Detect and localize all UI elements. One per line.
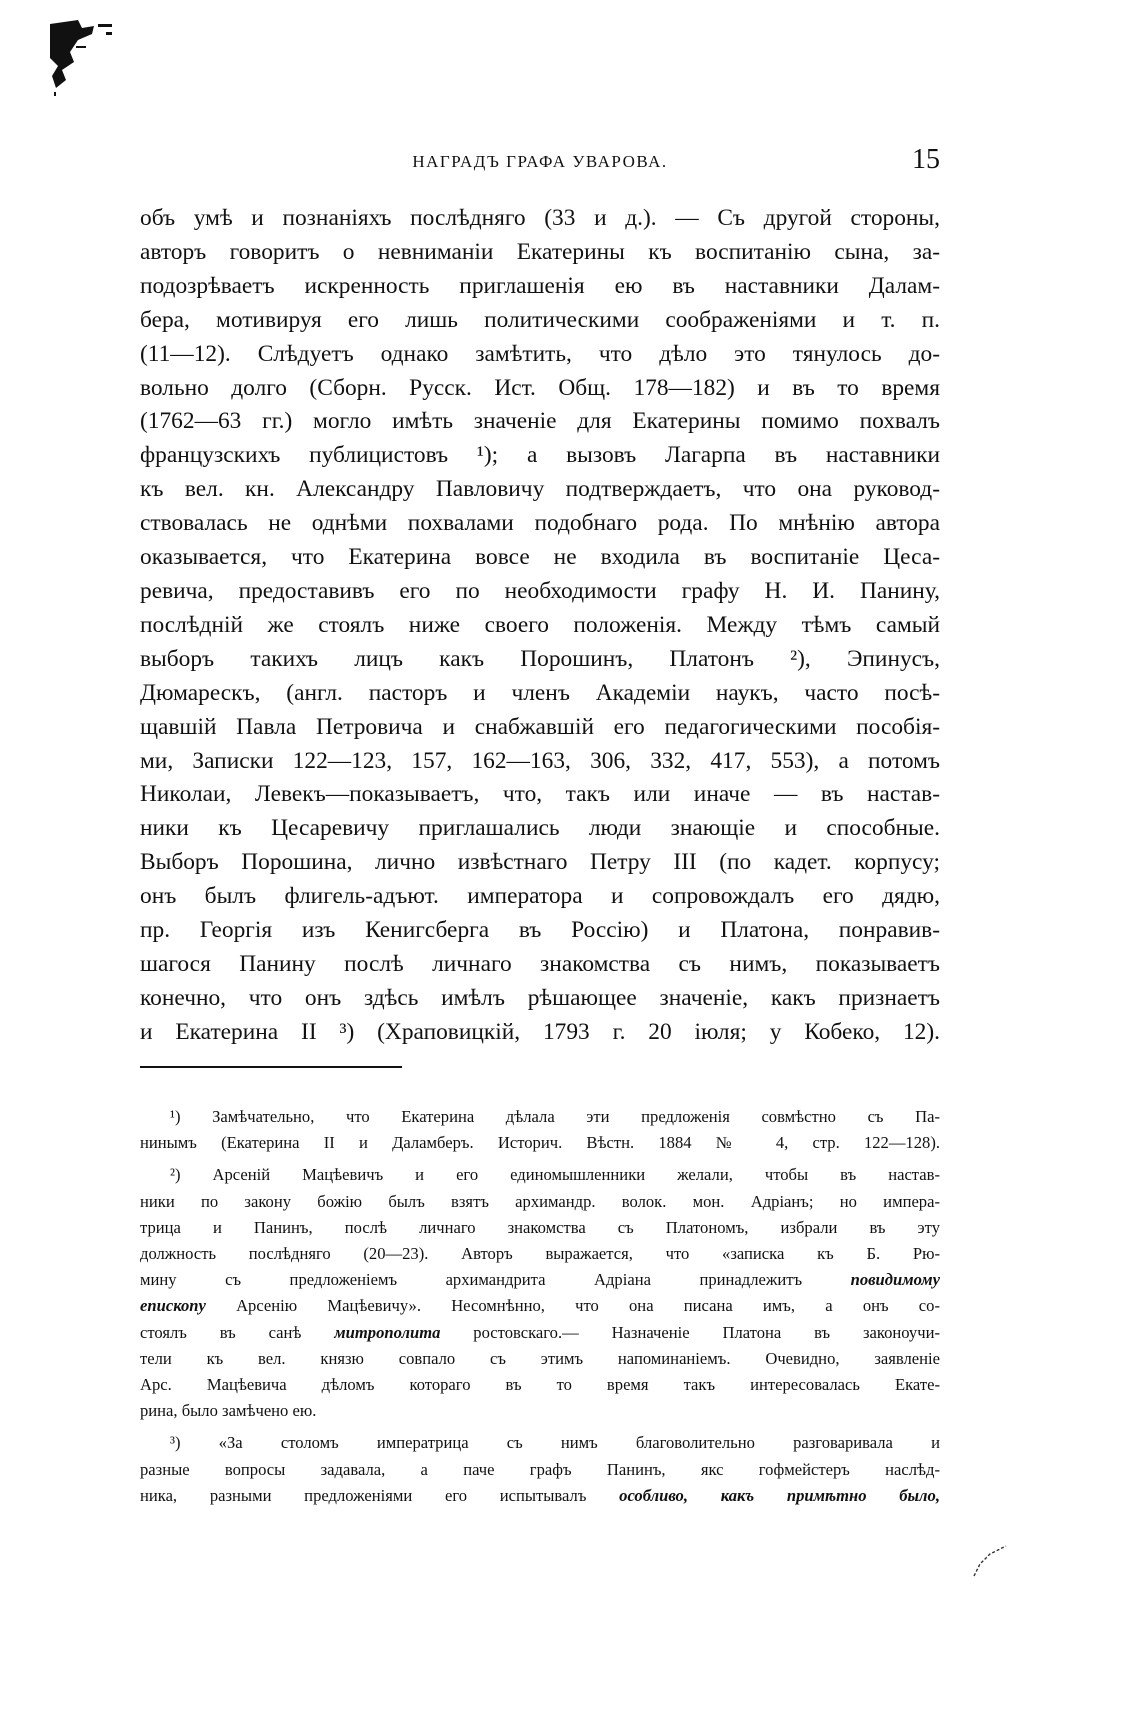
footnote-3 xyxy=(140,1430,940,1509)
footnote-line: ³) «За столомъ императрица съ нимъ благоволительно разговаривала и xyxy=(170,1433,940,1453)
body-line: послѣдній же стоялъ ниже своего положенія. Между тѣмъ самый xyxy=(140,611,940,638)
footnote-line: Арс. Мацѣевича дѣломъ котораго въ то время такъ интересовалась Екате- xyxy=(140,1375,940,1395)
footnote-rule xyxy=(140,1066,402,1068)
body-line: къ вел. кн. Александру Павловичу подтверждаетъ, что она руковод- xyxy=(140,476,940,503)
italic-text: митрополита xyxy=(334,1322,441,1342)
footnote-line: ²) Арсеній Мацѣевичъ и его единомышленники желали, чтобы въ настав- xyxy=(170,1165,940,1185)
body-line: и Екатерина II ³) (Храповицкій, 1793 г. 20 іюля; у Кобеко, 12). xyxy=(140,1018,940,1045)
footnote-line xyxy=(140,1483,940,1509)
footnote-1 xyxy=(140,1104,940,1156)
body-line: конечно, что онъ здѣсь имѣлъ рѣшающее значеніе, какъ признаетъ xyxy=(140,984,940,1011)
footnote-line: трица и Панинъ, послѣ личнаго знакомства съ Платономъ, избрали въ эту xyxy=(140,1217,940,1237)
body-line: бера, мотивируя его лишь политическими соображеніями и т. п. xyxy=(140,306,940,333)
main-text xyxy=(140,202,940,1050)
body-line: ники къ Цесаревичу приглашались люди знающіе и способные. xyxy=(140,815,940,842)
body-line: (11—12). Слѣдуетъ однако замѣтить, что дѣло это тянулось до- xyxy=(140,340,940,367)
body-line: ствовалась не однѣми похвалами подобнаго рода. По мнѣнію автора xyxy=(140,510,940,537)
body-line: Дюмарескъ, (англ. пасторъ и членъ Академіи наукъ, часто посѣ- xyxy=(140,679,940,706)
body-line: авторъ говоритъ о невниманіи Екатерины къ воспитанію сына, за- xyxy=(140,238,940,265)
italic-text: особливо, какъ примѣтно было, xyxy=(619,1485,940,1505)
footnote-line: тели къ вел. князю совпало съ этимъ напоминаніемъ. Очевидно, заявленіе xyxy=(140,1348,940,1368)
body-line: вольно долго (Сборн. Русск. Ист. Общ. 178—182) и въ то время xyxy=(140,374,940,401)
body-line: французскихъ публицистовъ ¹); а вызовъ Лагарпа въ наставники xyxy=(140,442,940,469)
footnote-line xyxy=(140,1320,940,1346)
body-line: Выборъ Порошина, лично извѣстнаго Петру III (по кадет. корпусу; xyxy=(140,849,940,876)
body-line: шагося Панину послѣ личнаго знакомства съ нимъ, показываетъ xyxy=(140,950,940,977)
footnote-text: стоялъ въ санѣ xyxy=(140,1322,302,1342)
footnote-line: нинымъ (Екатерина II и Даламберъ. Историч. Вѣстн. 1884 № 4, стр. 122—128). xyxy=(140,1133,940,1153)
italic-text: епископу xyxy=(140,1296,206,1316)
body-line: онъ былъ флигель-адъют. императора и сопровождалъ его дядю, xyxy=(140,883,940,910)
stray-mark xyxy=(970,1540,1010,1580)
footnote-2 xyxy=(140,1162,940,1424)
footnote-line xyxy=(140,1293,940,1319)
body-line: выборъ такихъ лицъ какъ Порошинъ, Платонъ ²), Эпинусъ, xyxy=(140,645,940,672)
page-number: 15 xyxy=(912,144,940,175)
running-head xyxy=(140,146,940,176)
body-line: подозрѣваетъ искренность приглашенія ею въ наставники Далам- xyxy=(140,272,940,299)
body-line: (1762—63 гг.) могло имѣть значеніе для Екатерины помимо похвалъ xyxy=(140,408,940,435)
footnote-line: разные вопросы задавала, а паче графъ Панинъ, якс гофмейстеръ наслѣд- xyxy=(140,1459,940,1479)
footnote-line: ¹) Замѣчательно, что Екатерина дѣлала эти предложенія совмѣстно съ Па- xyxy=(170,1107,940,1126)
body-line: пр. Георгія изъ Кенигсберга въ Россію) и Платона, понравив- xyxy=(140,917,940,944)
running-title: НАГРАДЪ ГРАФА УВАРОВА. xyxy=(412,152,668,171)
body-line: объ умѣ и познаніяхъ послѣдняго (33 и д.). — Съ другой стороны, xyxy=(140,205,940,231)
footnote-text: ника, разными предложеніями его испытывалъ xyxy=(140,1485,587,1505)
footnote-line: ники по закону божію былъ взятъ архимандр. волок. мон. Адріанъ; но импера- xyxy=(140,1191,940,1211)
footnote-text: мину съ предложеніемъ архимандрита Адріана принадлежитъ xyxy=(140,1270,803,1290)
body-line: щавшій Павла Петровича и снабжавшій его педагогическими пособія- xyxy=(140,713,940,740)
footnote-line: рина, было замѣчено ею. xyxy=(140,1401,317,1421)
footnotes xyxy=(140,1104,940,1515)
body-line: ми, Записки 122—123, 157, 162—163, 306, 332, 417, 553), а потомъ xyxy=(140,747,940,774)
italic-text: повидимому xyxy=(850,1270,940,1290)
footnote-text: ростовскаго.— Назначеніе Платона въ законоучи- xyxy=(473,1322,940,1342)
body-line: ревича, предоставивъ его по необходимости графу Н. И. Панину, xyxy=(140,577,940,604)
ink-blot-mark xyxy=(48,18,118,96)
body-line: Николаи, Левекъ—показываетъ, что, такъ или иначе — въ настав- xyxy=(140,781,940,808)
footnote-line xyxy=(140,1267,940,1293)
footnote-line: должность послѣдняго (20—23). Авторъ выражается, что «записка къ Б. Рю- xyxy=(140,1244,940,1264)
footnote-text: Арсенію Мацѣевичу». Несомнѣнно, что она писана имъ, а онъ со- xyxy=(236,1296,940,1316)
body-line: оказывается, что Екатерина вовсе не входила въ воспитаніе Цеса- xyxy=(140,544,940,571)
